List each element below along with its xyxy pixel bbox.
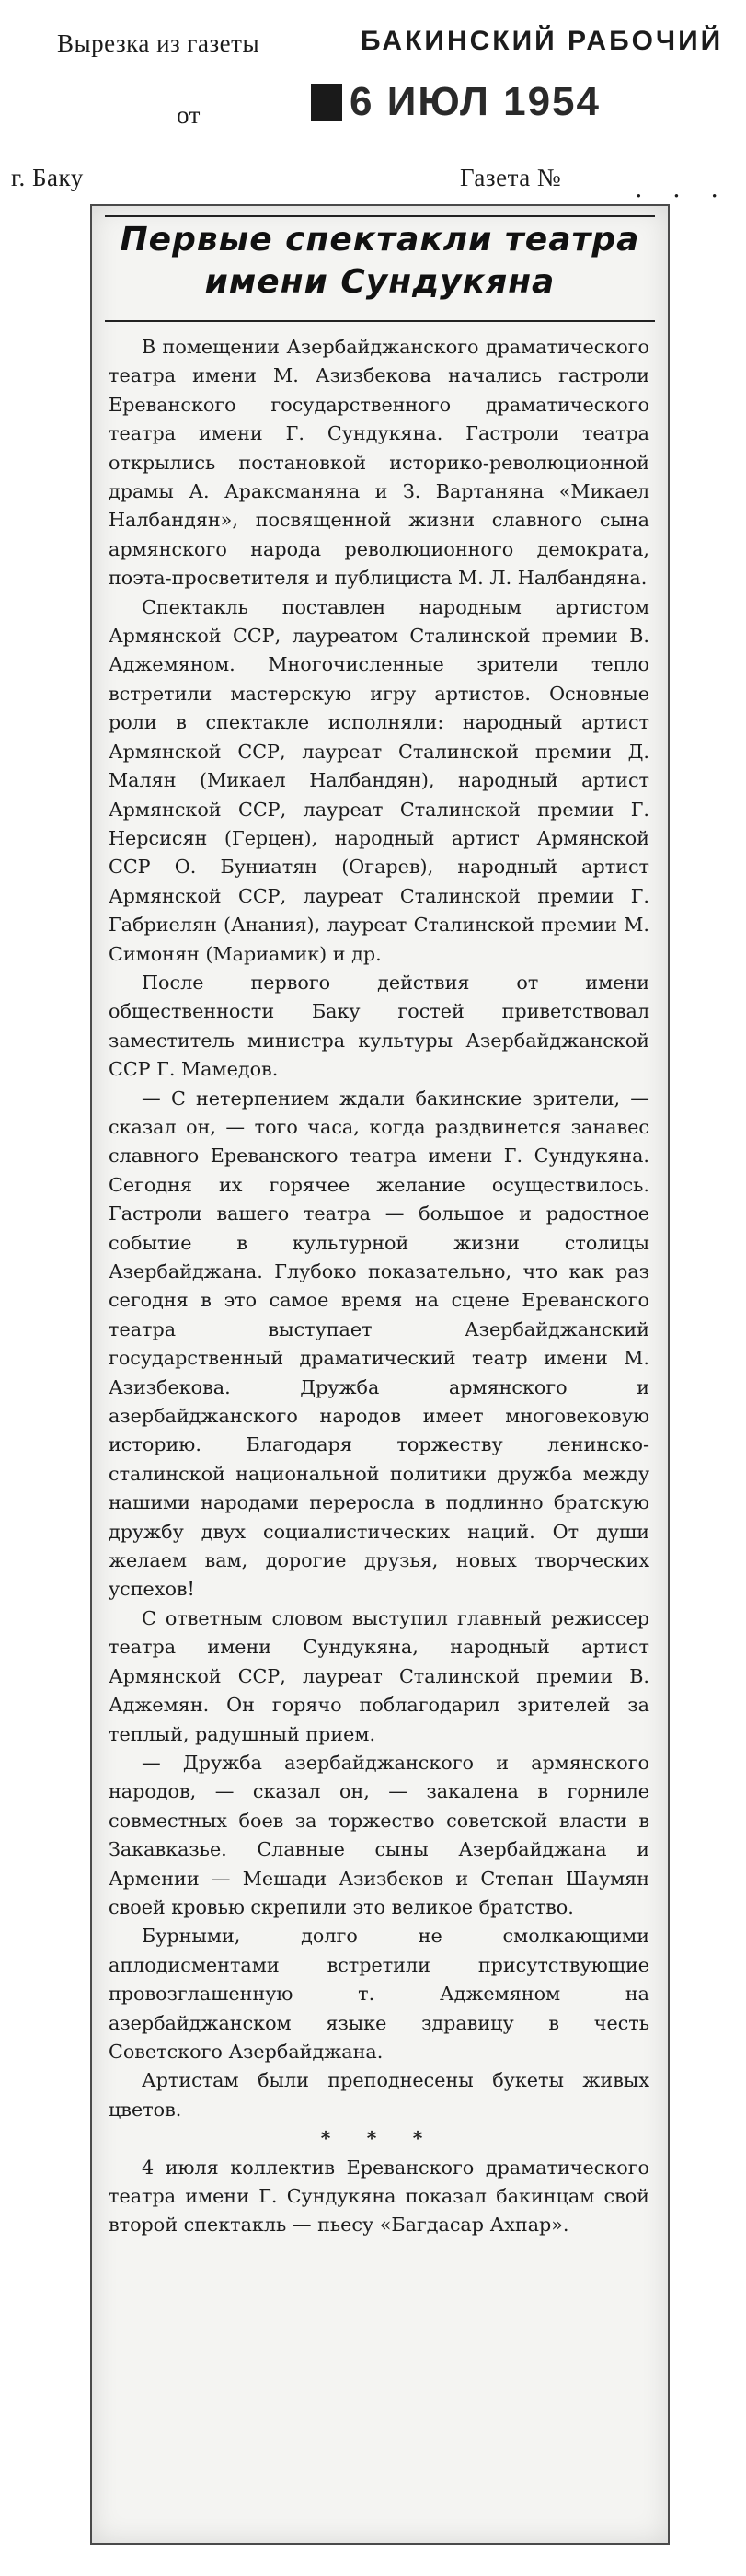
article-title	[92, 219, 668, 304]
article-title-line-1: Первые спектакли театра	[120, 221, 640, 259]
title-rule-bottom	[105, 320, 655, 322]
stamp-mark	[311, 84, 342, 121]
article-paragraph: Артистам были преподнесены букеты живых цветов.	[109, 2069, 649, 2121]
article-paragraph: — Дружба азербайджанского и армянского народов, — сказал он, — закалена в горниле совместных боев за торжество советской власти в Закавказье. Славные сыны Азербайджана и Армении — Мешади Азизбеков и Степан Шаумян своей кровью скрепили это великое братство.	[109, 1751, 649, 1918]
clipping-label: Вырезка из газеты	[57, 29, 260, 57]
article-paragraph: С ответным словом выступил главный режиссер театра имени Сундукяна, народный артист Армянской ССР, лауреат Сталинской премии В. Аджемян. Он горячо поблагодарил зрителей за теплый, радушный прием.	[109, 1606, 649, 1745]
article-paragraph: После первого действия от имени общественности Баку гостей приветствовал заместитель министра культуры Азербайджанской ССР Г. Мамедов.	[109, 971, 649, 1081]
article-body	[109, 333, 649, 2240]
article-paragraph: В помещении Азербайджанского драматического театра имени М. Азизбекова начались гастроли Ереванского государственного драматического театра имени Г. Сундукяна. Гастроли театра открылись постановкой историко-революционной драмы А. Араксманяна и З. Вартаняна «Микаел Налбандян», посвященной жизни славного сына армянского народа революционного демократа, поэта-просветителя и публициста М. Л. Налбандяна.	[109, 336, 649, 590]
from-label: от	[177, 101, 201, 129]
newspaper-clipping	[90, 204, 670, 2545]
article-title-line-2: имени Сундукяна	[204, 263, 556, 301]
article-paragraph: Спектакль поставлен народным артистом Армянской ССР, лауреатом Сталинской премии В. Аджемяном. Многочисленные зрители тепло встретили мастерскую игру артистов. Основные роли в спектакле исполняли: народный артист Армянской ССР, лауреат Сталинской премии Д. Малян (Микаел Налбандян), народный артист Армянской ССР, лауреат Сталинской премии Г. Нерсисян (Герцен), народный артист Армянской ССР О. Буниатян (Огарев), народный артист Армянской ССР, лауреат Сталинской премии Г. Габриелян (Анания), лауреат Сталинской премии М. Симонян (Мариамик) и др.	[109, 595, 649, 965]
issue-dots: . . .	[635, 175, 729, 203]
closing-paragraph: 4 июля коллектив Ереванского драматического театра имени Г. Сундукяна показал бакинцам свой второй спектакль — пьесу «Багдасар Ахпар».	[109, 2156, 649, 2237]
issue-label: Газета №	[460, 164, 562, 191]
newspaper-name: БАКИНСКИЙ РАБОЧИЙ	[361, 26, 724, 56]
title-rule-top	[105, 215, 655, 217]
date-stamp	[311, 79, 601, 125]
date-stamp-text: 6 ИЮЛ 1954	[350, 79, 601, 124]
article-paragraph: — С нетерпением ждали бакинские зрители, — сказал он, — того часа, когда раздвинется занавес славного Ереванского театра имени Г. Сундукяна. Сегодня их горячее желание осуществилось. Гастроли вашего театра — большое и радостное событие в культурной жизни столицы Азербайджана. Глубоко показательно, что как раз сегодня в это самое время на сцене Ереванского театра выступает Азербайджанский государственный драматический театр имени М. Азизбекова. Дружба армянского и азербайджанского народов имеет многовековую историю. Благодаря торжеству ленинско-сталинской национальной политики дружба между нашими народами переросла в подлинно братскую дружбу двух социалистических наций. От души желаем вам, дорогие друзья, новых творческих успехов!	[109, 1087, 649, 1601]
section-separator: * * *	[320, 2127, 438, 2150]
article-paragraph: Бурными, долго не смолкающими аплодисментами встретили присутствующие провозглашенную т. Аджемяном на азербайджанском языке здравицу в честь Советского Азербайджана.	[109, 1925, 649, 2063]
city-label: г. Баку	[11, 164, 84, 191]
clipping-header	[0, 0, 746, 212]
